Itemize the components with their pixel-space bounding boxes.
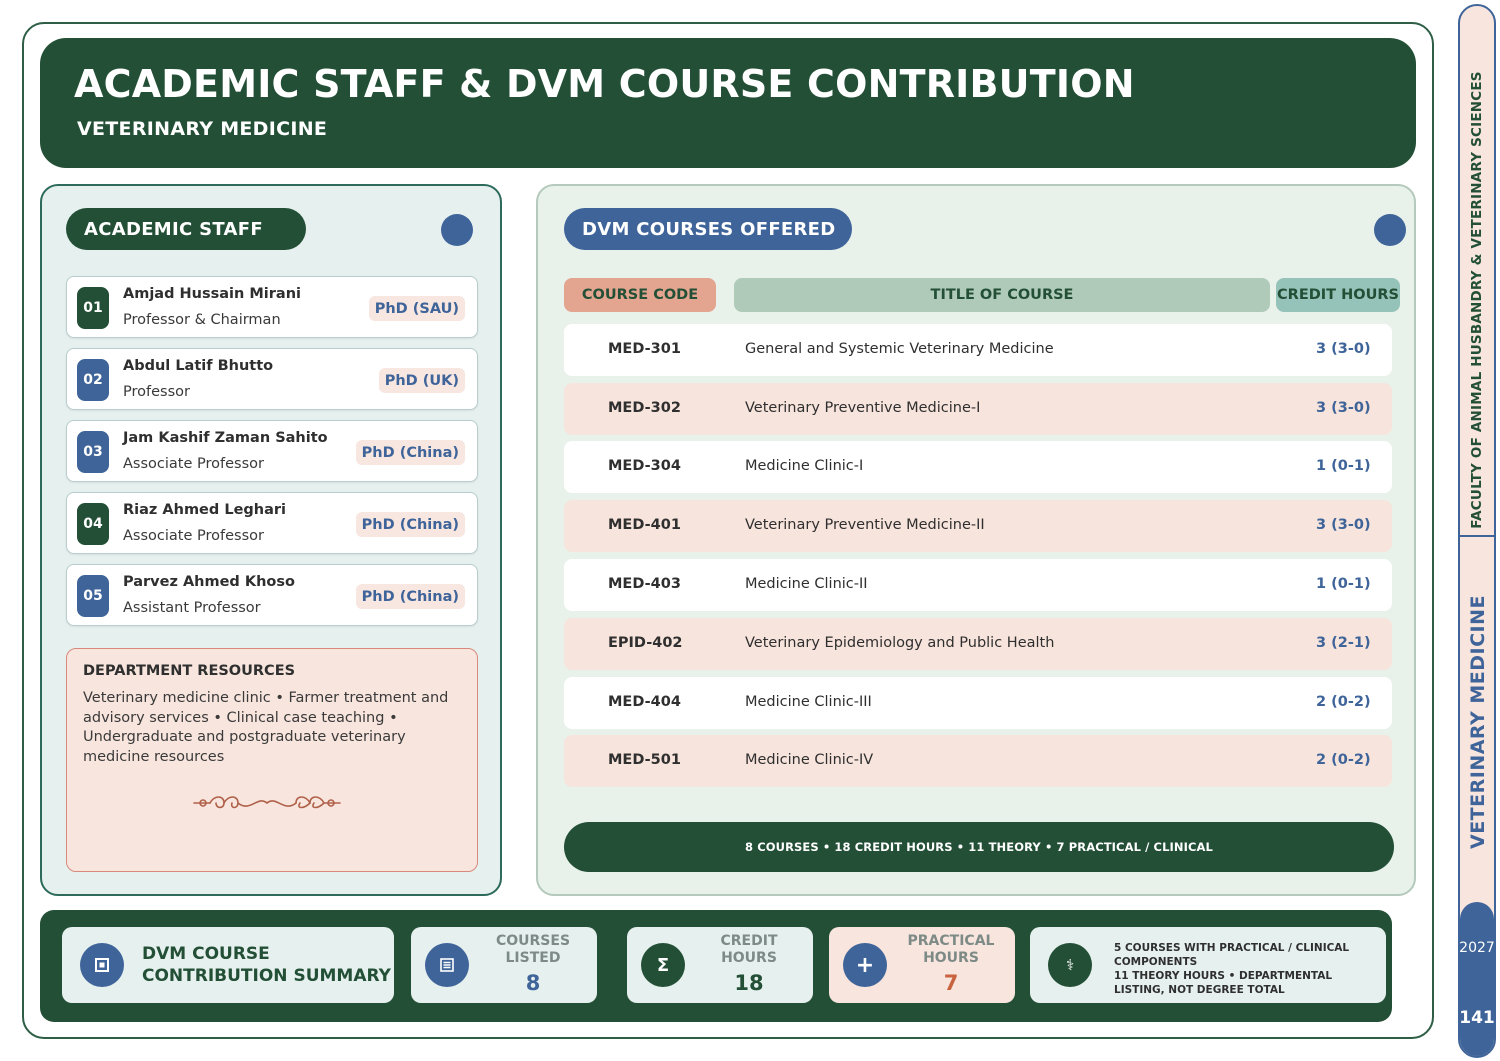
course-credit: 3 (3-0) [1316, 400, 1371, 416]
table-row [564, 383, 1392, 435]
course-code: MED-403 [608, 576, 681, 592]
staff-role: Professor & Chairman [123, 312, 281, 328]
summary-title-line: DVM COURSE [142, 944, 270, 964]
course-code: MED-302 [608, 400, 681, 416]
summary-note-card [1030, 927, 1386, 1003]
staff-name: Riaz Ahmed Leghari [123, 502, 287, 518]
course-credit: 3 (3-0) [1316, 517, 1371, 533]
side-page-block [1460, 902, 1494, 1056]
table-row [564, 441, 1392, 493]
label-line: COURSES [495, 933, 571, 949]
column-header-course-title: TITLE OF COURSE [734, 278, 1270, 312]
staff-role: Associate Professor [123, 528, 264, 544]
side-department-label: VETERINARY MEDICINE [1467, 594, 1489, 850]
page-header [40, 38, 1416, 168]
staff-degree-badge: PhD (UK) [379, 368, 465, 393]
academic-staff-panel [40, 184, 502, 896]
staff-number: 02 [77, 359, 109, 401]
staff-number: 03 [77, 431, 109, 473]
label-line: PRACTICAL [907, 933, 995, 949]
caduceus-icon: ⚕ [1048, 943, 1092, 987]
list-icon [425, 943, 469, 987]
credit-hours-value: 18 [734, 971, 764, 995]
department-resources [66, 648, 478, 872]
table-row [564, 618, 1392, 670]
course-credit: 3 (2-1) [1316, 635, 1371, 651]
course-title: Medicine Clinic-IV [745, 752, 874, 768]
staff-degree-badge: PhD (SAU) [369, 296, 465, 321]
staff-role: Assistant Professor [123, 600, 261, 616]
courses-listed-value: 8 [525, 971, 541, 995]
course-title: Veterinary Preventive Medicine-II [745, 517, 985, 533]
column-header-course-code: COURSE CODE [564, 278, 716, 312]
staff-number: 01 [77, 287, 109, 329]
circle-icon [441, 214, 473, 246]
staff-name: Abdul Latif Bhutto [123, 358, 274, 374]
course-title: Medicine Clinic-II [745, 576, 868, 592]
course-credit: 3 (3-0) [1316, 341, 1371, 357]
table-row [564, 500, 1392, 552]
course-credit: 2 (0-2) [1316, 694, 1371, 710]
staff-name: Parvez Ahmed Khoso [123, 574, 295, 590]
practical-hours-label [891, 933, 1011, 967]
course-title: Medicine Clinic-I [745, 458, 864, 474]
summary-note [1114, 941, 1378, 997]
dvm-courses-heading: DVM COURSES OFFERED [564, 208, 852, 250]
summary-title-line: CONTRIBUTION SUMMARY [142, 966, 391, 986]
resources-text: Veterinary medicine clinic • Farmer treatment and advisory services • Clinical case teaching • Undergraduate and postgraduate veterinary medicine resources [83, 690, 449, 765]
staff-card [66, 276, 478, 338]
course-title: Veterinary Preventive Medicine-I [745, 400, 981, 416]
staff-card [66, 420, 478, 482]
staff-number: 05 [77, 575, 109, 617]
note-line: 5 COURSES WITH PRACTICAL / CLINICAL COMPONENTS [1114, 942, 1350, 968]
label-line: HOURS [721, 950, 777, 966]
staff-card [66, 348, 478, 410]
course-credit: 2 (0-2) [1316, 752, 1371, 768]
circle-icon [1374, 214, 1406, 246]
practical-hours-card [829, 927, 1015, 1003]
table-row [564, 735, 1392, 787]
label-line: CREDIT [720, 933, 778, 949]
staff-degree-badge: PhD (China) [356, 440, 465, 465]
label-line: HOURS [923, 950, 979, 966]
staff-role: Professor [123, 384, 190, 400]
course-credit: 1 (0-1) [1316, 458, 1371, 474]
staff-name: Jam Kashif Zaman Sahito [123, 430, 328, 446]
course-title: General and Systemic Veterinary Medicine [745, 341, 1054, 357]
plus-icon: + [843, 943, 887, 987]
courses-listed-card [411, 927, 597, 1003]
side-divider [1460, 535, 1494, 537]
ornament-icon [192, 791, 342, 815]
course-title: Medicine Clinic-III [745, 694, 872, 710]
label-line: LISTED [505, 950, 561, 966]
summary-title [142, 943, 391, 987]
staff-number: 04 [77, 503, 109, 545]
course-code: MED-301 [608, 341, 681, 357]
table-row [564, 677, 1392, 729]
academic-staff-heading: ACADEMIC STAFF [66, 208, 306, 250]
side-faculty-label: FACULTY OF ANIMAL HUSBANDRY & VETERINARY SCIENCES [1469, 71, 1485, 529]
course-code: EPID-402 [608, 635, 683, 651]
page-title: ACADEMIC STAFF & DVM COURSE CONTRIBUTION [74, 62, 1135, 106]
course-code: MED-401 [608, 517, 681, 533]
resources-title: DEPARTMENT RESOURCES [83, 663, 296, 679]
course-code: MED-501 [608, 752, 681, 768]
column-header-credit-hours: CREDIT HOURS [1276, 278, 1400, 312]
note-line: 11 THEORY HOURS • DEPARTMENTAL LISTING, NOT DEGREE TOTAL [1114, 970, 1333, 996]
staff-card [66, 492, 478, 554]
course-code: MED-404 [608, 694, 681, 710]
page-number: 141 [1459, 1008, 1495, 1028]
course-credit: 1 (0-1) [1316, 576, 1371, 592]
staff-role: Associate Professor [123, 456, 264, 472]
course-code: MED-304 [608, 458, 681, 474]
courses-listed-label [473, 933, 593, 967]
course-totals-bar: 8 COURSES • 18 CREDIT HOURS • 11 THEORY • 7 PRACTICAL / CLINICAL [564, 822, 1394, 872]
staff-degree-badge: PhD (China) [356, 512, 465, 537]
summary-title-card [62, 927, 394, 1003]
course-title: Veterinary Epidemiology and Public Health [745, 635, 1055, 651]
sigma-icon: Σ [641, 943, 685, 987]
contribution-summary [40, 910, 1392, 1022]
chip-icon [80, 943, 124, 987]
staff-card [66, 564, 478, 626]
staff-name: Amjad Hussain Mirani [123, 286, 301, 302]
year-label: 2027 [1459, 940, 1495, 956]
practical-hours-value: 7 [943, 971, 959, 995]
page-subtitle: VETERINARY MEDICINE [77, 118, 328, 140]
table-row [564, 559, 1392, 611]
credit-hours-card [627, 927, 813, 1003]
staff-degree-badge: PhD (China) [356, 584, 465, 609]
dvm-courses-panel [536, 184, 1416, 896]
table-row [564, 324, 1392, 376]
credit-hours-label [689, 933, 809, 967]
